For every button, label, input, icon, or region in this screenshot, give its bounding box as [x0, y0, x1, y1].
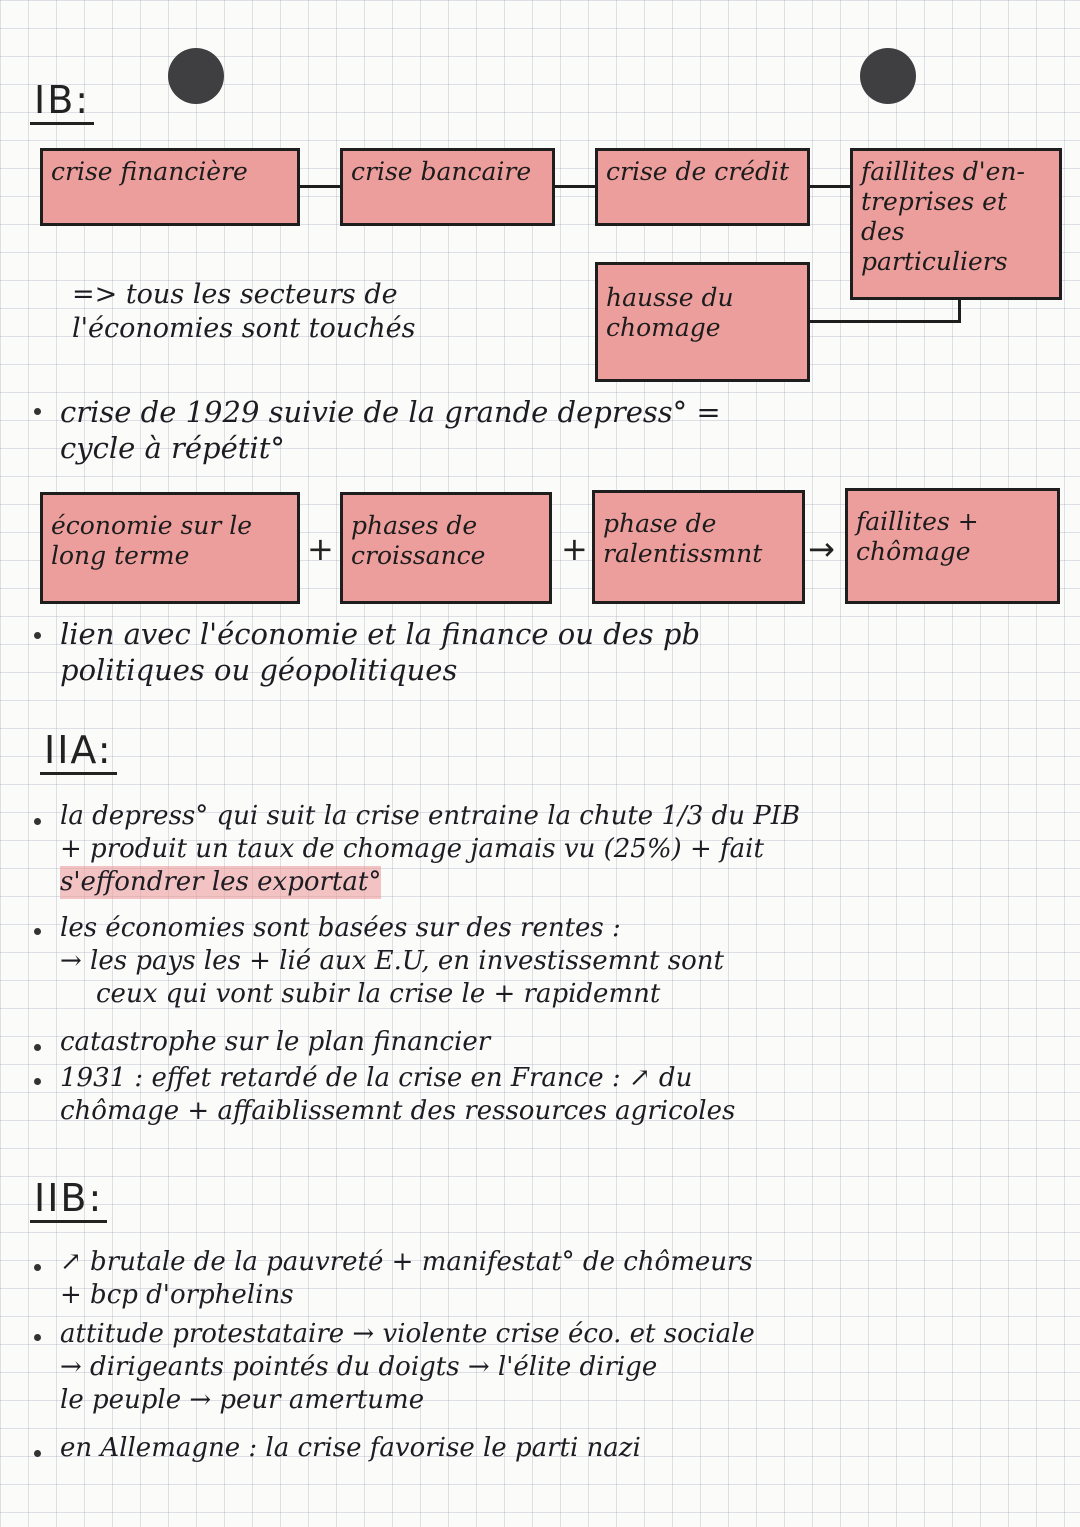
- box-crise-de-credit: crise de crédit: [595, 148, 810, 226]
- bullet: [34, 1044, 41, 1051]
- heading-ib: IB:: [30, 78, 94, 125]
- connector: [958, 300, 961, 322]
- text-iia-catastrophe: catastrophe sur le plan financier: [60, 1027, 491, 1057]
- box-phase-ralentissement: phase de ralentissmnt: [592, 490, 805, 604]
- connector: [810, 320, 961, 323]
- text-iib-allemagne: en Allemagne : la crise favorise le parti nazi: [60, 1433, 641, 1463]
- plus-sign: +: [307, 530, 334, 568]
- bullet: [34, 928, 41, 935]
- text-lien-economie: lien avec l'économie et la finance ou des pb politiques ou géopolitiques: [60, 617, 701, 687]
- text-iib-attitude: attitude protestataire → violente crise éco. et sociale → dirigeants pointés du doigts → l'élite dirige le peuple → peur amertume: [60, 1319, 755, 1415]
- text-iia-1931: 1931 : effet retardé de la crise en France : ↗ du chômage + affaiblissemnt des ressources agricoles: [60, 1063, 736, 1126]
- box-economie-long-terme: économie sur le long terme: [40, 492, 300, 604]
- bullet: [34, 632, 41, 639]
- arrow-right-icon: →: [808, 530, 835, 568]
- box-faillites: faillites d'en- treprises et des particuliers: [850, 148, 1062, 300]
- bullet: [34, 408, 41, 415]
- plus-sign: +: [561, 530, 588, 568]
- punch-hole-left: [168, 48, 224, 104]
- text-crise-1929: crise de 1929 suivie de la grande depress° = cycle à répétit°: [60, 395, 721, 465]
- connector: [300, 185, 340, 188]
- heading-iib: IIB:: [30, 1176, 107, 1223]
- box-faillites-chomage: faillites + chômage: [845, 488, 1060, 604]
- heading-iia: IIA:: [40, 728, 117, 775]
- bullet: [34, 1334, 41, 1341]
- bullet: [34, 1450, 41, 1457]
- box-crise-bancaire: crise bancaire: [340, 148, 555, 226]
- punch-hole-right: [860, 48, 916, 104]
- connector: [555, 185, 595, 188]
- box-hausse-chomage: hausse du chomage: [595, 262, 810, 382]
- text-iib-pauvrete: ↗ brutale de la pauvreté + manifestat° de chômeurs + bcp d'orphelins: [60, 1247, 753, 1310]
- connector: [810, 185, 850, 188]
- text-iia-depression: la depress° qui suit la crise entraine la chute 1/3 du PIB + produit un taux de chomage jamais vu (25%) + fait s'effondrer les exportat°: [60, 801, 801, 897]
- text-iia-rentes: les économies sont basées sur des rentes : → les pays les + lié aux E.U, en investissemnt sont ceux qui vont subir la crise le + rapidemnt: [60, 913, 724, 1009]
- note-secteurs: => tous les secteurs de l'économies sont touchés: [72, 279, 416, 344]
- bullet: [34, 1078, 41, 1085]
- box-phases-croissance: phases de croissance: [340, 492, 552, 604]
- box-crise-financiere: crise financière: [40, 148, 300, 226]
- bullet: [34, 818, 41, 825]
- bullet: [34, 1264, 41, 1271]
